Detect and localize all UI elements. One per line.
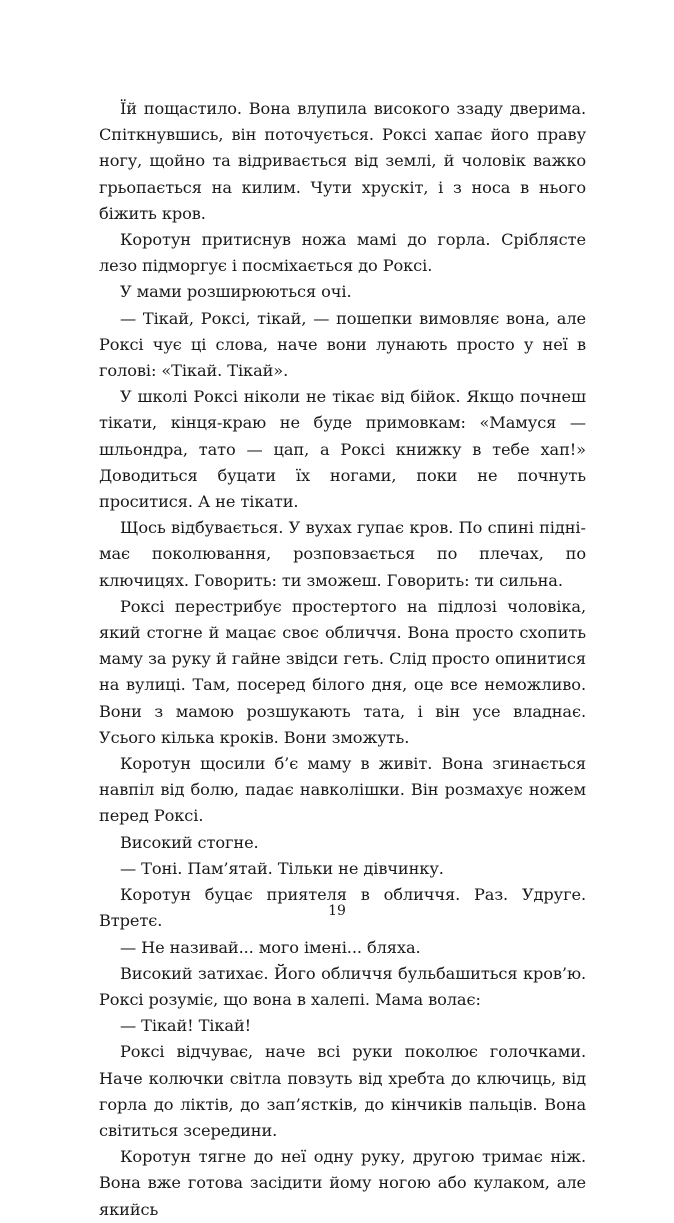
paragraph: Роксі відчуває, наче всі руки поколює голочками. Наче колючки світла повзуть від хребта до ключиць, від горла до ліктів, до зап’ястків, до кінчиків пальців. Вона світиться зсередини. bbox=[99, 1042, 586, 1140]
paragraph: У школі Роксі ніколи не тікає від бійок. Якщо почнеш тікати, кінця-краю не буде примовкам: «Мамуся — шльондра, тато — цап, а Роксі книжку в тебе хап!» Доводиться буцати їх ногами, поки не почнуть проситися. А не тікати. bbox=[99, 387, 586, 512]
page-body-text bbox=[99, 96, 586, 1223]
paragraph: — Тікай, Роксі, тікай, — пошепки вимовляє вона, але Роксі чує ці слова, наче вони лунають просто у неї в голові: «Тікай. Тікай». bbox=[99, 308, 586, 381]
paragraph: Їй пощастило. Вона влупила високого ззаду дверима. Спіткнувшись, він поточується. Рoксі хапає його праву ногу, щойно та відривається від землі, й чоловік важко грьопається на килим. Чути хрускіт, і з носа в нього біжить кров. bbox=[99, 99, 586, 223]
paragraph: Роксі перестрибує простертого на підлозі чоловіка, який стогне й мацає своє обличчя. Вона просто схопить маму за руку й гайне звідси геть. Слід просто опинитися на вулиці. Там, посеред білого дня, оце все неможливо. Вони з мамою розшукають тата, і він усе владнає. Усього кілька кроків. Вони зможуть. bbox=[99, 596, 586, 747]
paragraph: Коротун тягне до неї одну руку, другою тримає ніж. Вона вже готова засідити йому ногою або кулаком, але якийсь bbox=[99, 1147, 586, 1219]
paragraph: — Тоні. Пам’ятай. Тільки не дівчинку. bbox=[120, 858, 444, 878]
paragraph: У мами розширюються очі. bbox=[120, 282, 352, 302]
paragraph: Щось відбувається. У вухах гупає кров. По спині піднімає поколювання, розповзається по плечах, по ключицях. Говорить: ти зможеш. Говорить: ти сильна. bbox=[99, 518, 586, 590]
page-number: 19 bbox=[328, 903, 346, 919]
paragraph: Коротун буцає приятеля в обличчя. Раз. Удруге. Втретє. bbox=[99, 885, 586, 931]
paragraph: — Тікай! Тікай! bbox=[120, 1016, 252, 1036]
paragraph: — Не називай... мого імені... бляха. bbox=[120, 937, 421, 957]
paragraph: Високий стогне. bbox=[120, 832, 259, 852]
paragraph: Високий затихає. Його обличчя бульбашиться кров’ю. Роксі розуміє, що вона в халепі. Мама волає: bbox=[99, 963, 586, 1009]
paragraph: Коротун щосили б’є маму в живіт. Вона згинається навпіл від болю, падає навколішки. Він розмахує ножем перед Роксі. bbox=[99, 754, 586, 826]
paragraph: Коротун притиснув ножа мамі до горла. Сріблясте лезо підморгує і посміхається до Роксі. bbox=[99, 230, 586, 276]
